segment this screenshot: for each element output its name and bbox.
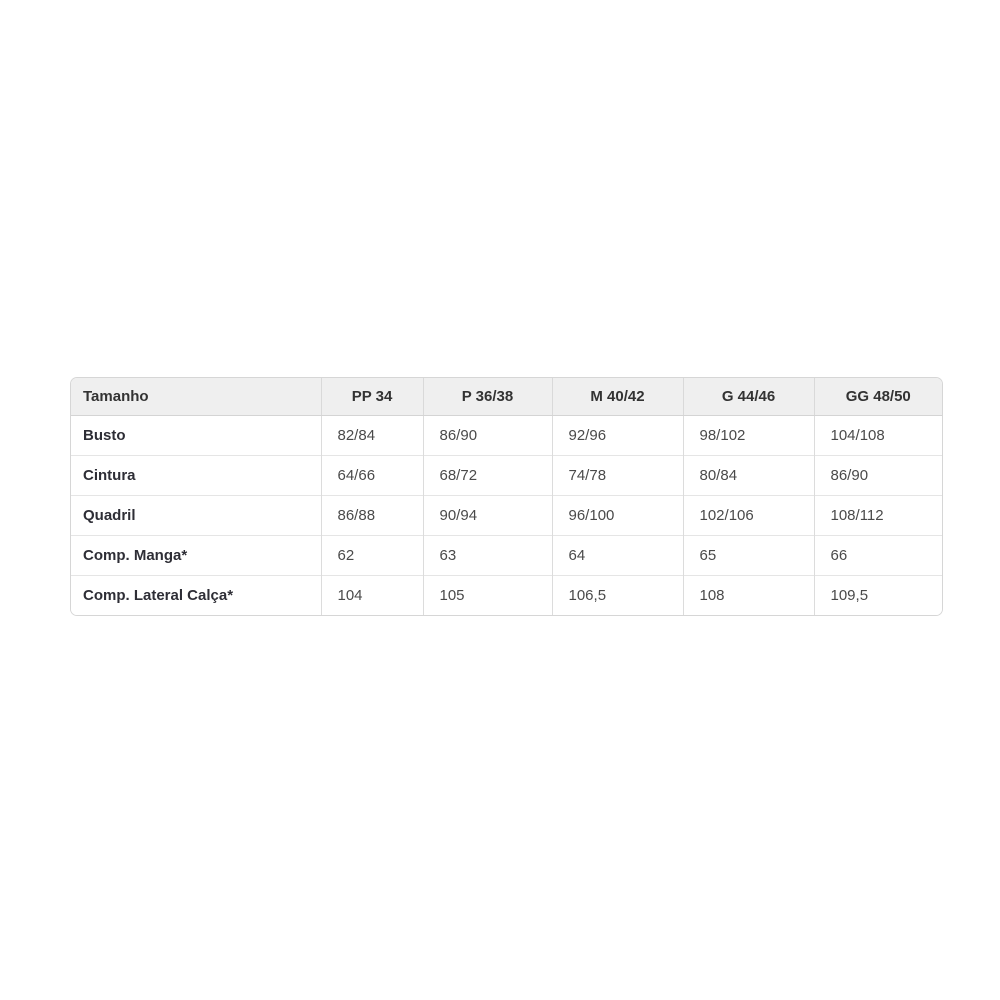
measurement-cell: 108/112 [814, 495, 942, 535]
measurement-cell: 86/88 [321, 495, 423, 535]
measurement-cell: 104 [321, 575, 423, 615]
measurement-cell: 68/72 [423, 455, 552, 495]
table-row [71, 455, 942, 495]
row-label: Comp. Lateral Calça* [71, 575, 321, 615]
row-label: Cintura [71, 455, 321, 495]
header-cell-size: GG 48/50 [814, 378, 942, 415]
measurement-cell: 74/78 [552, 455, 683, 495]
measurement-cell: 64/66 [321, 455, 423, 495]
measurement-cell: 106,5 [552, 575, 683, 615]
measurement-cell: 62 [321, 535, 423, 575]
measurement-cell: 105 [423, 575, 552, 615]
measurement-cell: 82/84 [321, 415, 423, 455]
row-label: Quadril [71, 495, 321, 535]
table-header [71, 378, 942, 415]
table-row [71, 495, 942, 535]
measurement-cell: 66 [814, 535, 942, 575]
measurement-cell: 108 [683, 575, 814, 615]
measurement-cell: 86/90 [423, 415, 552, 455]
table-header-row [71, 378, 942, 415]
measurement-cell: 90/94 [423, 495, 552, 535]
measurement-cell: 65 [683, 535, 814, 575]
table-row [71, 415, 942, 455]
measurement-cell: 102/106 [683, 495, 814, 535]
measurement-cell: 92/96 [552, 415, 683, 455]
measurement-cell: 104/108 [814, 415, 942, 455]
header-cell-size: G 44/46 [683, 378, 814, 415]
header-cell-size: PP 34 [321, 378, 423, 415]
measurement-cell: 64 [552, 535, 683, 575]
measurement-cell: 98/102 [683, 415, 814, 455]
table-row [71, 575, 942, 615]
header-cell-size: P 36/38 [423, 378, 552, 415]
row-label: Busto [71, 415, 321, 455]
measurement-cell: 86/90 [814, 455, 942, 495]
measurement-cell: 109,5 [814, 575, 942, 615]
header-cell-size: M 40/42 [552, 378, 683, 415]
row-label: Comp. Manga* [71, 535, 321, 575]
size-chart-table-container [70, 377, 943, 616]
header-cell-metric: Tamanho [71, 378, 321, 415]
measurement-cell: 96/100 [552, 495, 683, 535]
measurement-cell: 63 [423, 535, 552, 575]
table-row [71, 535, 942, 575]
measurement-cell: 80/84 [683, 455, 814, 495]
table-body [71, 415, 942, 615]
size-chart-table [71, 378, 942, 615]
